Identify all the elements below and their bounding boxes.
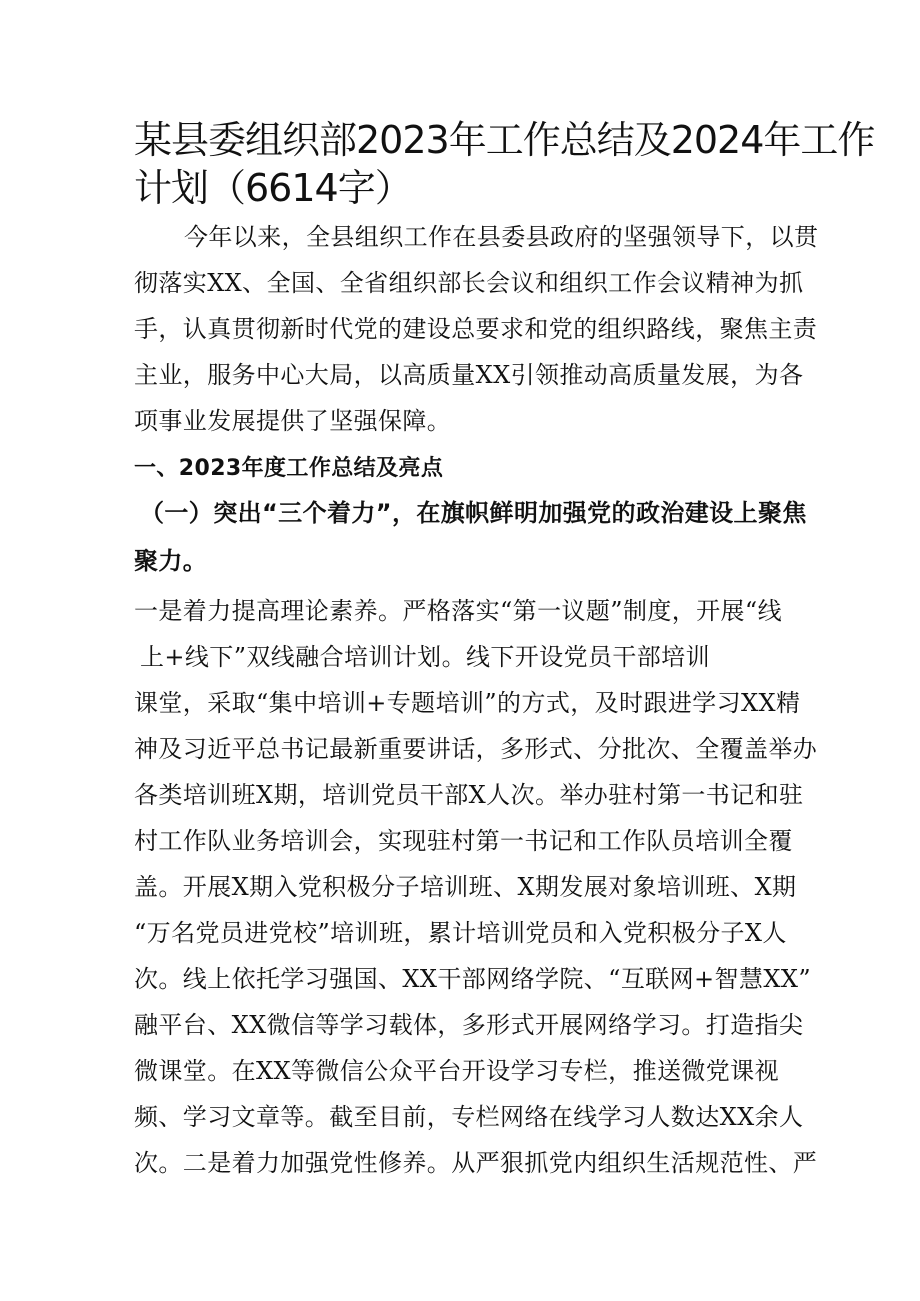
body-paragraph-line: 次。二是着力加强党性修养。从严狠抓党内组织生活规范性、严 bbox=[134, 1149, 818, 1177]
intro-paragraph-line: 彻落实XX、全国、全省组织部长会议和组织工作会议精神为抓 bbox=[134, 269, 804, 297]
body-paragraph-line: 微课堂。在XX等微信公众平台开设学习专栏，推送微党课视 bbox=[134, 1057, 779, 1085]
title-line-1: 某县委组织部2023年工作总结及2024年工作 bbox=[134, 118, 875, 162]
body-paragraph-line: 一是着力提高理论素养。严格落实“第一议题”制度，开展“线 bbox=[134, 597, 783, 625]
body-paragraph-line: 融平台、XX微信等学习载体，多形式开展网络学习。打造指尖 bbox=[134, 1011, 804, 1039]
body-paragraph-line: 村工作队业务培训会，实现驻村第一书记和工作队员培训全覆 bbox=[134, 827, 793, 855]
intro-paragraph-line: 手，认真贯彻新时代党的建设总要求和党的组织路线，聚焦主责 bbox=[134, 315, 818, 343]
body-paragraph-line: 频、学习文章等。截至目前，专栏网络在线学习人数达XX余人 bbox=[134, 1103, 804, 1131]
intro-paragraph-line: 项事业发展提供了坚强保障。 bbox=[134, 407, 452, 435]
body-paragraph-line: 次。线上依托学习强国、XX干部网络学院、“互联网+智慧XX” bbox=[134, 965, 811, 993]
subsection-heading: （一）突出“三个着力”，在旗帜鲜明加强党的政治建设上聚焦 bbox=[140, 499, 807, 527]
body-paragraph-line: “万名党员进党校”培训班，累计培训党员和入党积极分子X人 bbox=[134, 919, 787, 947]
body-paragraph-line: 各类培训班X期，培训党员干部X人次。举办驻村第一书记和驻 bbox=[134, 781, 804, 809]
body-paragraph-line: 上+线下”双线融合培训计划。线下开设党员干部培训 bbox=[140, 643, 710, 671]
body-paragraph-line: 神及习近平总书记最新重要讲话，多形式、分批次、全覆盖举办 bbox=[134, 735, 818, 763]
body-paragraph-line: 盖。开展X期入党积极分子培训班、X期发展对象培训班、X期 bbox=[134, 873, 797, 901]
intro-paragraph-line: 主业，服务中心大局，以高质量XX引领推动高质量发展，为各 bbox=[134, 361, 804, 389]
title-line-2: 计划（6614字） bbox=[134, 166, 412, 210]
document-title bbox=[134, 116, 875, 212]
body-paragraph-line: 课堂，采取“集中培训+专题培训”的方式，及时跟进学习XX精 bbox=[134, 689, 801, 717]
section-heading: 一、2023年度工作总结及亮点 bbox=[134, 456, 444, 481]
subsection-heading-continued: 聚力。 bbox=[134, 547, 208, 575]
intro-paragraph-line: 今年以来，全县组织工作在县委县政府的坚强领导下，以贯 bbox=[184, 223, 819, 251]
